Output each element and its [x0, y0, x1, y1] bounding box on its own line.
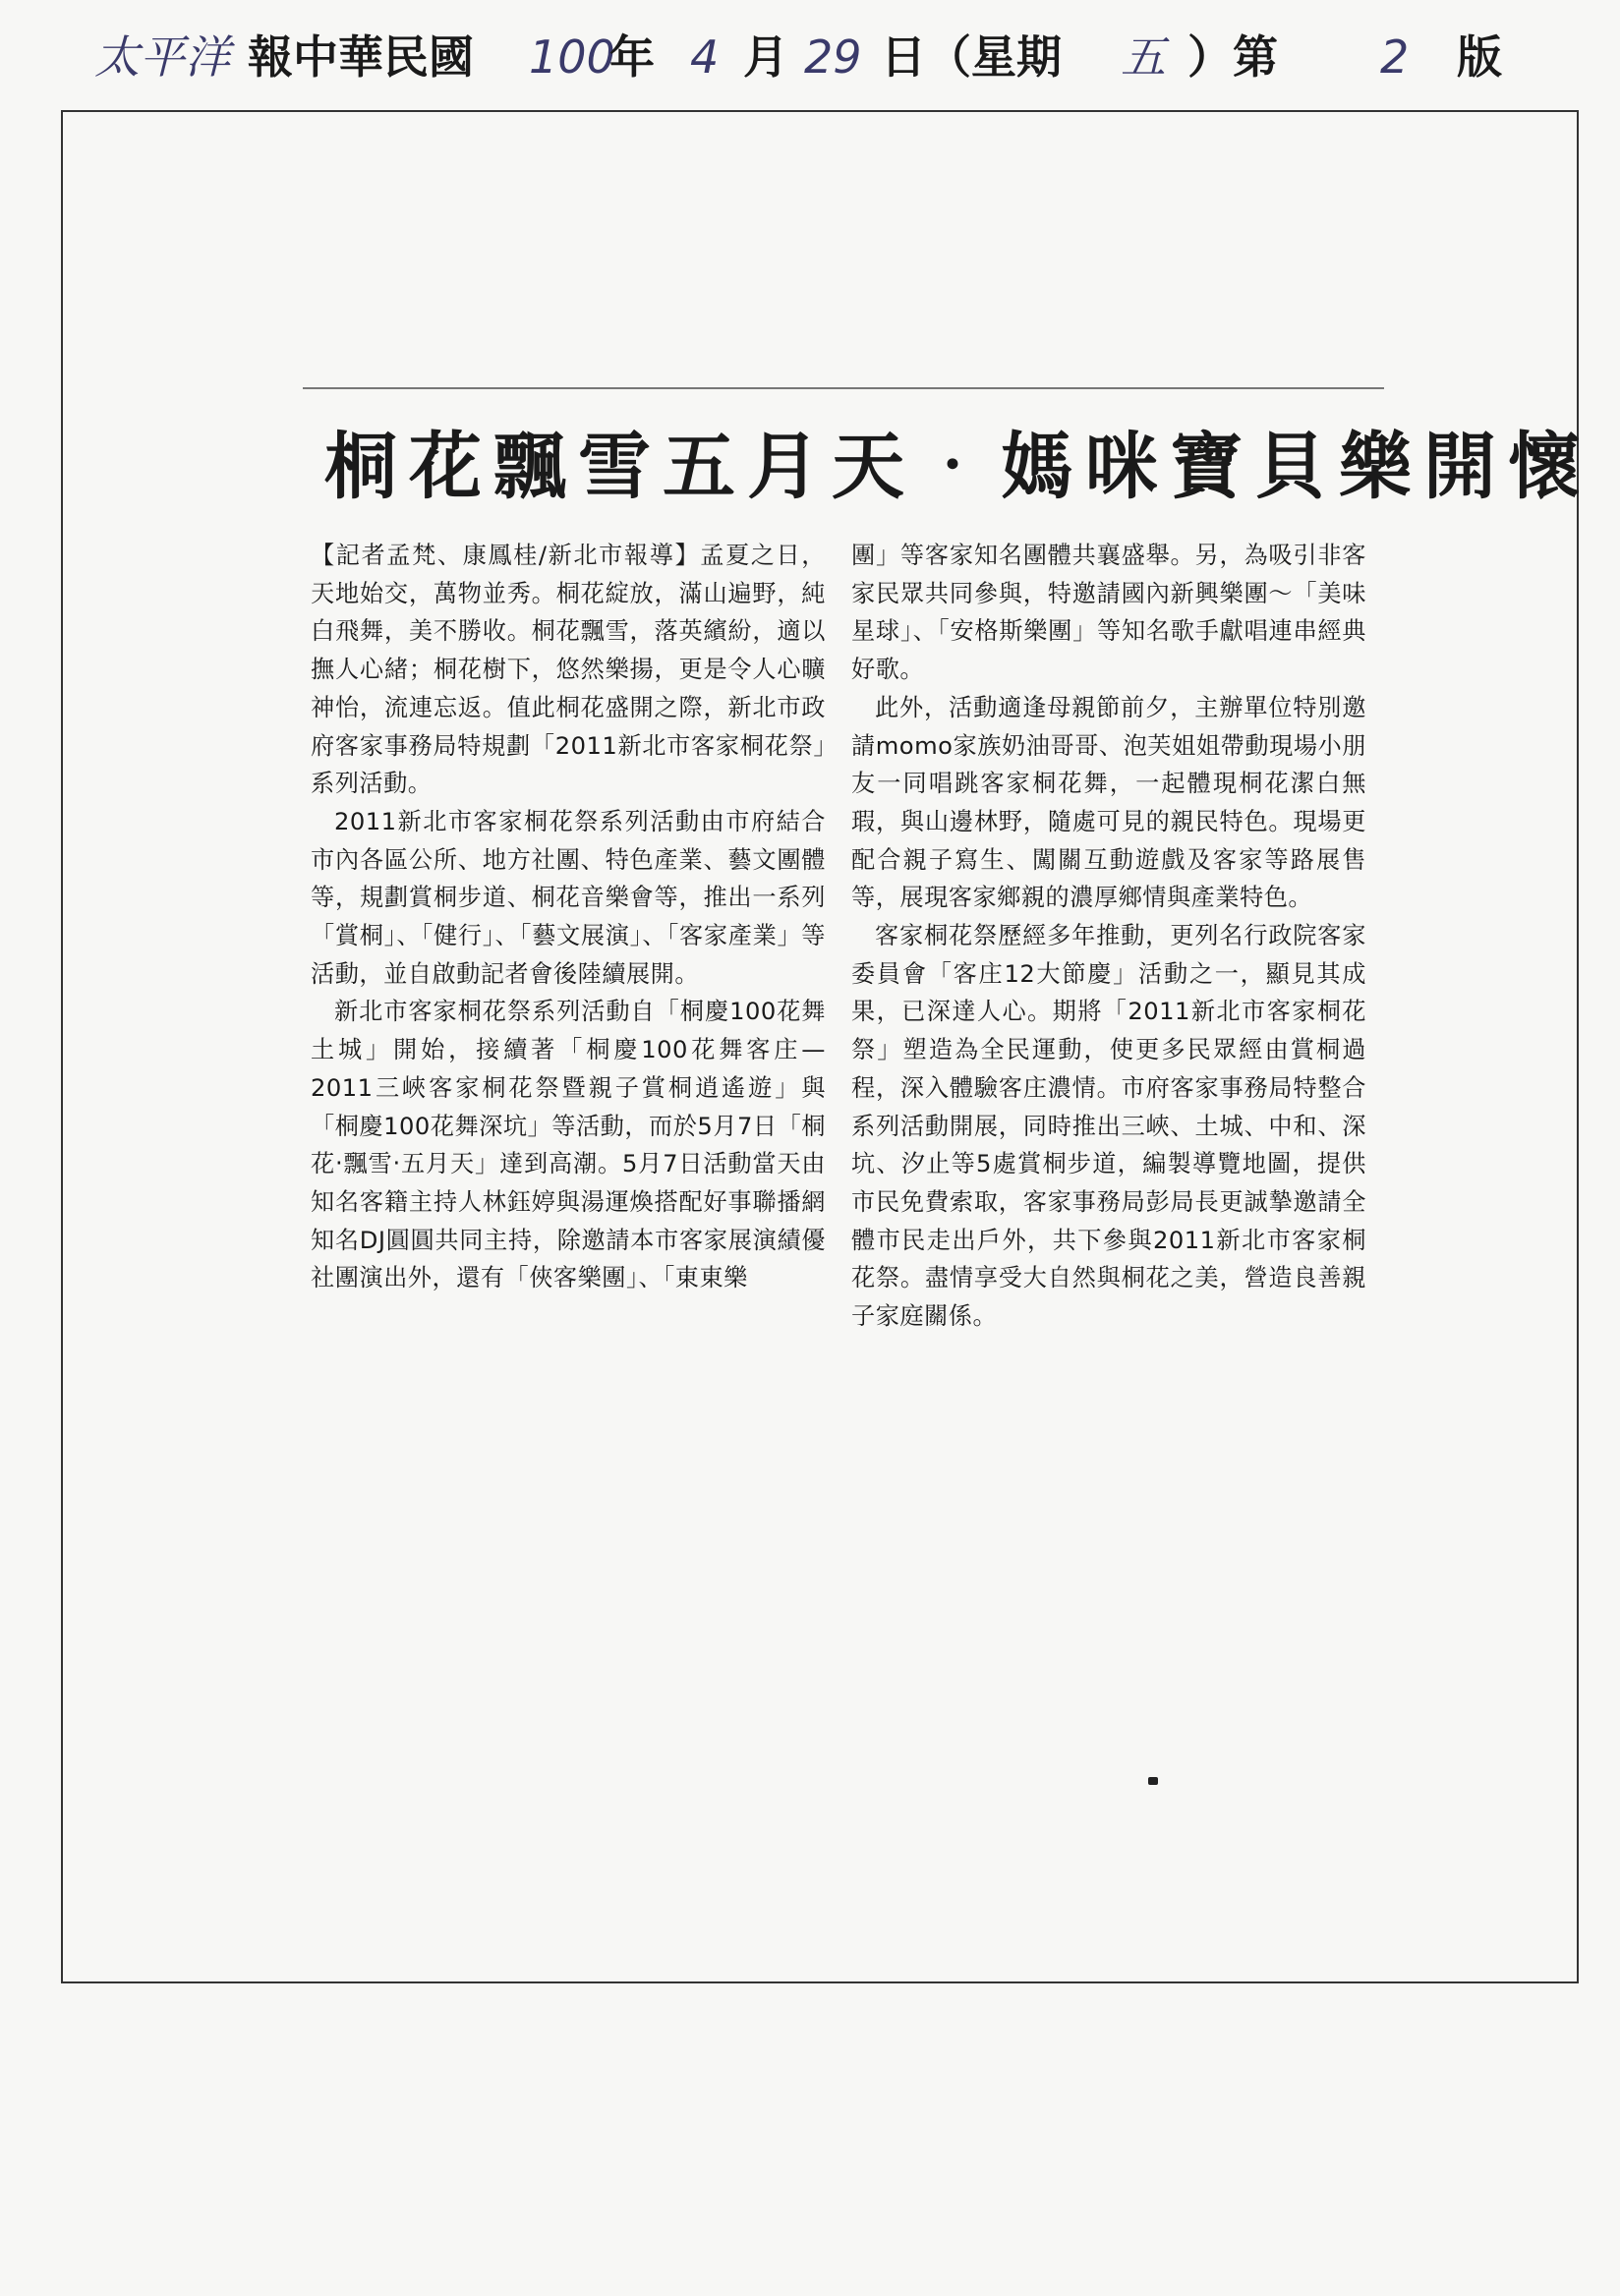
- headline-rule: [303, 387, 1384, 389]
- header-printed-4: 日（星期: [881, 30, 1062, 84]
- weekday-handwritten: 五: [1121, 30, 1166, 84]
- paragraph-1: 【記者孟梵、康鳳桂/新北市報導】孟夏之日，天地始交，萬物並秀。桐花綻放，滿山遍野，純白飛舞，美不勝收。桐花飄雪，落英繽紛，適以撫人心緒；桐花樹下，悠然樂揚，更是令人心曠神怡，流連忘返。值此桐花盛開之際，新北市政府客家事務局特規劃「2011新北市客家桐花祭」系列活動。: [311, 542, 826, 798]
- scan-speck: [1148, 1777, 1158, 1785]
- day-handwritten: 29: [804, 30, 862, 84]
- month-handwritten: 4: [690, 30, 720, 84]
- year-handwritten: 100: [529, 30, 615, 84]
- header-printed-6: 版: [1457, 30, 1502, 84]
- page-number-handwritten: 2: [1380, 30, 1410, 84]
- article-column-right: [851, 537, 1366, 1336]
- paragraph-6: 客家桐花祭歷經多年推動，更列名行政院客家委員會「客庄12大節慶」活動之一，顯見其成果，已深達人心。期將「2011新北市客家桐花祭」塑造為全民運動，使更多民眾經由賞桐過程，深入體驗客庄濃情。市府客家事務局特整合系列活動開展，同時推出三峽、土城、中和、深坑、汐止等5處賞桐步道，編製導覽地圖，提供市民免費索取，客家事務局彭局長更誠摯邀請全體市民走出戶外，共下參與2011新北市客家桐花祭。盡情享受大自然與桐花之美，營造良善親子家庭關係。: [851, 922, 1366, 1331]
- newspaper-name-handwritten: 太平洋: [94, 30, 230, 84]
- paragraph-3: 新北市客家桐花祭系列活動自「桐慶100花舞土城」開始，接續著「桐慶100花舞客庄—2011三峽客家桐花祭暨親子賞桐逍遙遊」與「桐慶100花舞深坑」等活動，而於5月7日「桐花‧飄雪‧五月天」達到高潮。5月7日活動當天由知名客籍主持人林鈺婷與湯運煥搭配好事聯播網知名DJ圓圓共同主持，除邀請本市客家展演績優社團演出外，還有「俠客樂團」、「東東樂: [311, 998, 826, 1292]
- header-printed-1: 報中華民國: [248, 30, 474, 84]
- paragraph-5: 此外，活動適逢母親節前夕，主辦單位特別邀請momo家族奶油哥哥、泡芙姐姐帶動現場小朋友一同唱跳客家桐花舞，一起體現桐花潔白無瑕，與山邊林野，隨處可見的親民特色。現場更配合親子寫生、闖關互動遊戲及客家等路展售等，展現客家鄉親的濃厚鄉情與產業特色。: [851, 693, 1366, 912]
- header-printed-5: ）第: [1187, 30, 1278, 84]
- header-printed-2: 年: [609, 30, 655, 84]
- clipping-header: [94, 18, 1549, 96]
- header-printed-3: 月: [743, 30, 788, 84]
- paragraph-4: 團」等客家知名團體共襄盛舉。另，為吸引非客家民眾共同參與，特邀請國內新興樂團～「美味星球」、「安格斯樂團」等知名歌手獻唱連串經典好歌。: [851, 542, 1366, 684]
- article-headline: 桐花飄雪五月天‧媽咪寶貝樂開懷: [324, 425, 1592, 509]
- article-column-left: [311, 537, 826, 1297]
- paragraph-2: 2011新北市客家桐花祭系列活動由市府結合市內各區公所、地方社團、特色產業、藝文團體等，規劃賞桐步道、桐花音樂會等，推出一系列「賞桐」、「健行」、「藝文展演」、「客家產業」等活動，並自啟動記者會後陸續展開。: [311, 807, 826, 988]
